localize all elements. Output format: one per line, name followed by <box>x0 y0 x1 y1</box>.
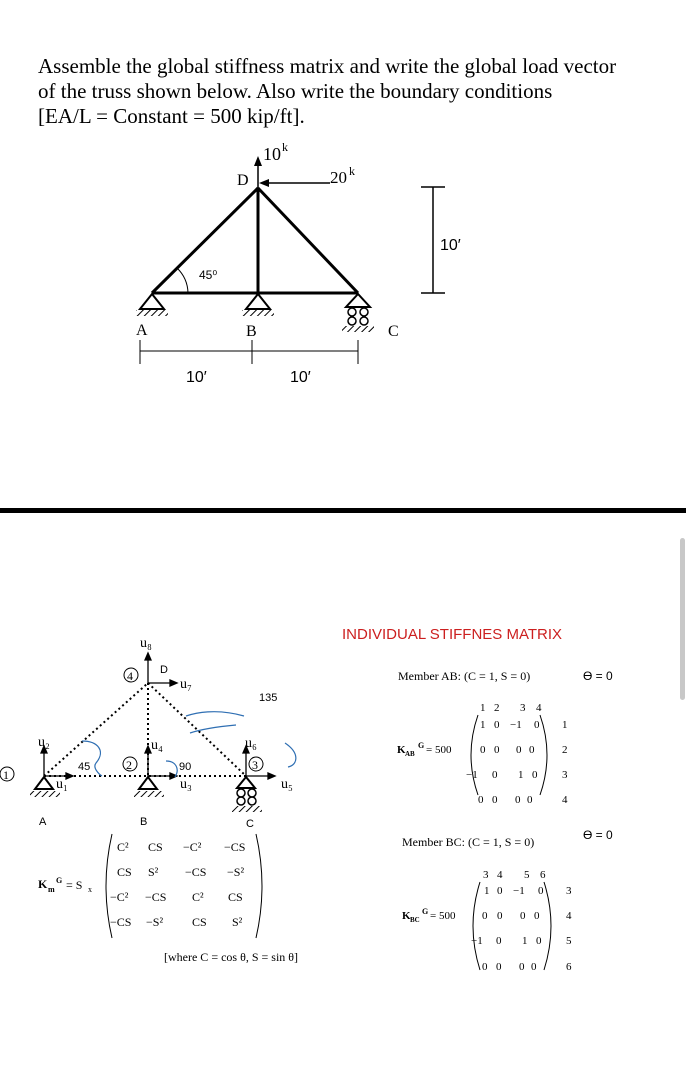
svg-text:0: 0 <box>497 910 503 922</box>
svg-text:3: 3 <box>520 702 526 714</box>
problem-line-2: of the truss shown below. Also write the boundary conditions <box>38 79 553 103</box>
general-matrix-k-sub: m <box>48 885 55 894</box>
ab-matrix-k-sup: G <box>418 741 425 750</box>
svg-text:1: 1 <box>484 885 490 897</box>
dof-member-dc <box>148 683 246 776</box>
svg-text:0: 0 <box>482 961 488 973</box>
svg-text:0: 0 <box>478 794 484 806</box>
svg-text:1: 1 <box>480 702 486 714</box>
svg-text:1: 1 <box>518 769 524 781</box>
svg-text:−C²: −C² <box>110 890 129 904</box>
angle-arc <box>177 268 188 293</box>
svg-text:2: 2 <box>494 702 500 714</box>
svg-text:1: 1 <box>562 719 568 731</box>
dof-support-c-icon <box>232 777 262 812</box>
general-matrix-note: [where C = cos θ, S = sin θ] <box>164 950 299 964</box>
scrollbar[interactable] <box>680 538 685 700</box>
problem-line-3: [EA/L = Constant = 500 kip/ft]. <box>38 104 305 128</box>
svg-text:−C²: −C² <box>183 840 202 854</box>
svg-text:0: 0 <box>494 744 500 756</box>
svg-text:C²: C² <box>192 890 204 904</box>
svg-text:0: 0 <box>492 794 498 806</box>
svg-text:−1: −1 <box>471 935 483 947</box>
pin-support-a-icon <box>136 294 168 316</box>
svg-text:−CS: −CS <box>224 840 246 854</box>
svg-text:0: 0 <box>480 744 486 756</box>
node-c-label: C <box>388 323 399 340</box>
svg-text:S²: S² <box>148 865 159 879</box>
svg-text:0: 0 <box>529 744 535 756</box>
svg-text:3: 3 <box>562 769 568 781</box>
span-left-label: 10′ <box>186 369 207 386</box>
vertical-load-value: 10 <box>263 144 281 164</box>
svg-text:0: 0 <box>497 885 503 897</box>
svg-text:0: 0 <box>538 885 544 897</box>
span-dimension <box>140 340 358 364</box>
svg-text:0: 0 <box>536 935 542 947</box>
svg-text:0: 0 <box>492 769 498 781</box>
ab-col-headers <box>480 702 542 714</box>
svg-text:−S²: −S² <box>146 915 164 929</box>
ab-row-headers <box>562 719 568 806</box>
dof-angle-right: 135 <box>259 692 278 704</box>
member-bc-heading: Member BC: (C = 1, S = 0) <box>402 835 535 849</box>
general-matrix-k-sup: G <box>56 876 63 885</box>
svg-text:CS: CS <box>117 865 132 879</box>
horizontal-load-arrow-icon <box>259 179 330 187</box>
angle-label: 45⁰ <box>199 268 218 282</box>
svg-text:0: 0 <box>520 910 526 922</box>
ab-matrix-k-sub: AB <box>405 750 415 758</box>
node-b-label: B <box>246 323 257 340</box>
bc-matrix-k-sup: G <box>422 907 429 916</box>
span-right-label: 10′ <box>290 369 311 386</box>
svg-text:−CS: −CS <box>145 890 167 904</box>
svg-text:0: 0 <box>534 719 540 731</box>
member-ab-theta: ϴ = 0 <box>583 669 613 683</box>
dof-u2: u₂ <box>38 735 50 750</box>
svg-text:0: 0 <box>482 910 488 922</box>
dof-u4: u₄ <box>151 738 163 753</box>
dof-label-c: C <box>246 818 254 830</box>
svg-text:3: 3 <box>483 869 489 881</box>
svg-text:0: 0 <box>532 769 538 781</box>
svg-text:3: 3 <box>566 885 572 897</box>
svg-text:0: 0 <box>516 744 522 756</box>
pin-support-b-icon <box>242 294 274 316</box>
general-matrix-cells <box>110 840 245 929</box>
bc-matrix-equals: = 500 <box>430 910 456 922</box>
svg-text:4: 4 <box>562 794 568 806</box>
problem-line-1: Assemble the global stiffness matrix and write the global load vector <box>38 54 617 78</box>
individual-matrices <box>340 640 680 990</box>
roller-support-c-icon <box>342 294 374 332</box>
general-matrix-equals: = S <box>66 878 83 892</box>
svg-text:6: 6 <box>540 869 546 881</box>
svg-text:CS: CS <box>228 890 243 904</box>
member-ab-heading: Member AB: (C = 1, S = 0) <box>398 669 531 683</box>
bc-right-bracket <box>544 882 551 970</box>
node-number-3: 3 <box>252 758 258 772</box>
node-a-label: A <box>136 322 148 339</box>
dof-u6: u₆ <box>245 736 257 751</box>
svg-text:0: 0 <box>531 961 537 973</box>
general-matrix-equals-sub: x <box>88 885 92 894</box>
svg-text:−CS: −CS <box>110 915 132 929</box>
bc-matrix-k-sub: BC <box>410 916 420 924</box>
svg-text:CS: CS <box>192 915 207 929</box>
bc-left-bracket <box>473 882 480 970</box>
svg-text:0: 0 <box>519 961 525 973</box>
dof-support-b-icon <box>134 777 164 797</box>
svg-text:4: 4 <box>536 702 542 714</box>
svg-text:1: 1 <box>522 935 528 947</box>
dof-label-d: D <box>160 664 168 676</box>
dof-u1: u₁ <box>56 777 68 792</box>
ab-matrix-k: K <box>397 744 406 756</box>
horizontal-load-value: 20 <box>330 168 347 187</box>
truss-figure <box>0 0 686 508</box>
svg-text:0: 0 <box>534 910 540 922</box>
ab-matrix-equals: = 500 <box>426 744 452 756</box>
dof-figure <box>0 513 340 1069</box>
individual-stiffness-title: INDIVIDUAL STIFFNES MATRIX <box>342 626 563 643</box>
svg-text:5: 5 <box>566 935 572 947</box>
svg-text:4: 4 <box>497 869 503 881</box>
vertical-load-unit: k <box>282 140 288 154</box>
dof-u7: u₇ <box>180 677 192 692</box>
horizontal-load-unit: k <box>349 164 355 178</box>
bc-row-headers <box>566 885 572 973</box>
member-bc-theta: ϴ = 0 <box>583 828 613 842</box>
general-matrix-right-bracket <box>256 834 262 938</box>
member-dc <box>258 188 358 293</box>
dof-u3: u₃ <box>180 777 192 792</box>
ab-right-bracket <box>540 715 547 795</box>
svg-text:−S²: −S² <box>227 865 245 879</box>
dof-angle-left: 45 <box>78 761 91 773</box>
svg-text:0: 0 <box>496 935 502 947</box>
node-number-1: 1 <box>3 768 9 782</box>
svg-text:0: 0 <box>515 794 521 806</box>
dof-u8: u₈ <box>140 636 152 651</box>
svg-text:−1: −1 <box>466 769 478 781</box>
svg-text:−CS: −CS <box>185 865 207 879</box>
node-number-2: 2 <box>126 758 132 772</box>
node-d-label: D <box>237 172 249 189</box>
svg-text:2: 2 <box>562 744 568 756</box>
height-dimension-label: 10′ <box>440 237 461 254</box>
bc-matrix-k: K <box>402 910 411 922</box>
svg-text:CS: CS <box>148 840 163 854</box>
svg-text:6: 6 <box>566 961 572 973</box>
bc-matrix-cells <box>471 885 544 973</box>
svg-text:0: 0 <box>527 794 533 806</box>
dof-angle-mid: 90 <box>179 761 192 773</box>
dof-label-b: B <box>140 816 148 828</box>
dof-label-a: A <box>39 816 47 828</box>
svg-text:1: 1 <box>480 719 486 731</box>
svg-text:C²: C² <box>117 840 129 854</box>
svg-text:4: 4 <box>566 910 572 922</box>
dof-arrows <box>41 653 278 779</box>
node-number-4: 4 <box>127 669 133 683</box>
ab-left-bracket <box>471 715 478 795</box>
dof-u5: u₅ <box>281 777 293 792</box>
svg-text:0: 0 <box>496 961 502 973</box>
svg-text:0: 0 <box>494 719 500 731</box>
svg-text:−1: −1 <box>513 885 525 897</box>
bc-col-headers <box>483 869 546 881</box>
general-matrix-k: K <box>38 877 48 891</box>
svg-text:5: 5 <box>524 869 530 881</box>
svg-text:S²: S² <box>232 915 243 929</box>
svg-text:−1: −1 <box>510 719 522 731</box>
